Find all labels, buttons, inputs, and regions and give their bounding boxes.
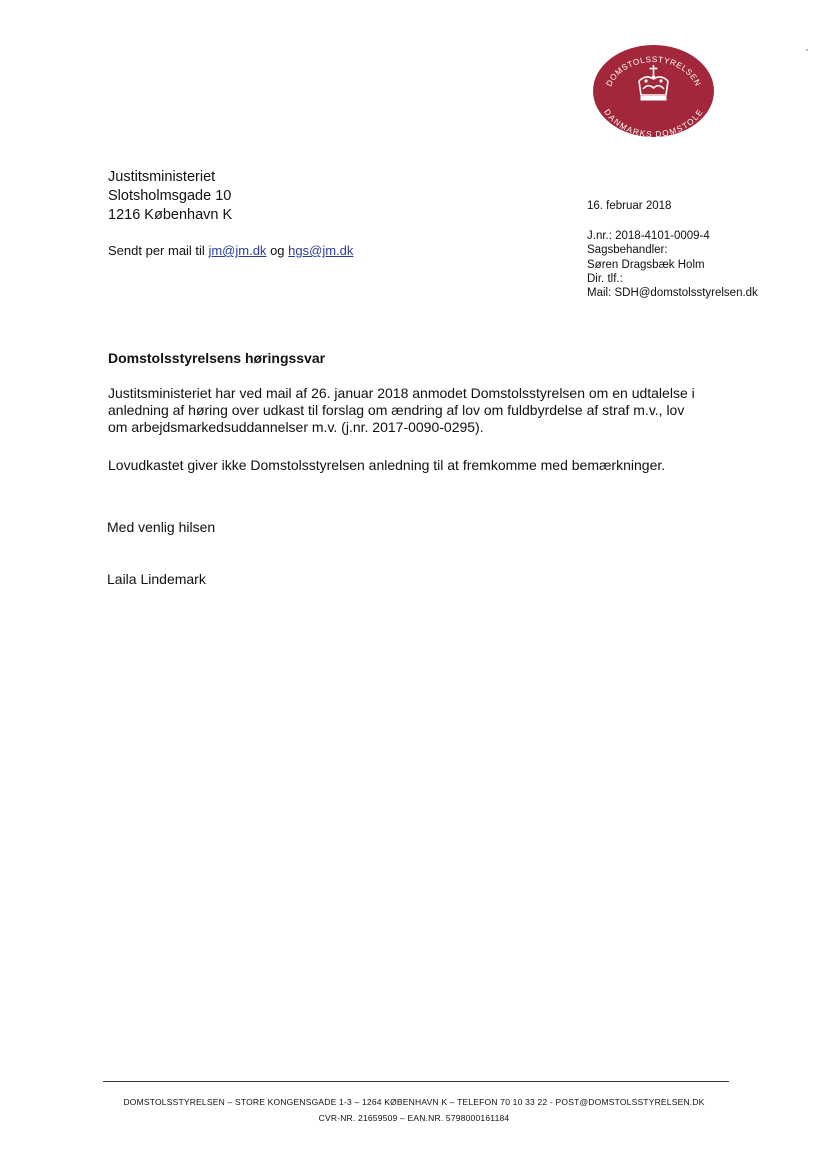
seal-top-text: DOMSTOLSSTYRELSEN [604, 54, 703, 88]
letter-subject: Domstolsstyrelsens høringssvar [108, 350, 326, 366]
body-paragraph-1-line: anledning af høring over udkast til forslag om ændring af lov om fuldbyrdelse af straf m.v., lov [108, 402, 685, 418]
seal-bottom-text: DANMARKS DOMSTOLE [602, 107, 705, 137]
domstolsstyrelsen-seal-logo [593, 45, 714, 137]
case-metadata [587, 229, 758, 300]
sent-connector: og [270, 243, 285, 258]
email-link-hgs[interactable]: hgs@jm.dk [288, 243, 354, 258]
footer-divider [103, 1081, 729, 1082]
body-paragraph-1 [108, 385, 743, 436]
signature-name: Laila Lindemark [107, 571, 206, 587]
case-handler-label: Sagsbehandler: [587, 244, 668, 257]
case-handler-name: Søren Dragsbæk Holm [587, 258, 705, 271]
sent-by-mail-line [108, 243, 353, 258]
recipient-city: 1216 København K [108, 207, 233, 223]
body-paragraph-2: Lovudkastet giver ikke Domstolsstyrelsen anledning til at fremkomme med bemærkninger. [108, 457, 666, 473]
recipient-street: Slotsholmsgade 10 [108, 188, 232, 204]
scan-speck [806, 49, 808, 51]
letter-date: 16. februar 2018 [587, 200, 672, 212]
email-link-jm[interactable]: jm@jm.dk [208, 243, 267, 258]
sent-prefix: Sendt per mail til [108, 243, 205, 258]
footer-registration: CVR-NR. 21659509 – EAN.NR. 5798000161184 [318, 1113, 510, 1123]
handler-email: Mail: SDH@domstolsstyrelsen.dk [587, 287, 758, 300]
direct-phone-label: Dir. tlf.: [587, 272, 623, 285]
recipient-name: Justitsministeriet [108, 169, 216, 185]
journal-number: J.nr.: 2018-4101-0009-4 [587, 230, 710, 242]
closing-greeting: Med venlig hilsen [107, 519, 216, 535]
recipient-address [108, 168, 232, 225]
footer-address: DOMSTOLSSTYRELSEN – STORE KONGENSGADE 1-3 – 1264 KØBENHAVN K – TELEFON 70 10 33 22 - POST@DOMSTOLSSTYRELSEN.DK [123, 1097, 705, 1107]
body-paragraph-1-line: Justitsministeriet har ved mail af 26. januar 2018 anmodet Domstolsstyrelsen om en udtalelse i [108, 385, 695, 401]
body-paragraph-1-line: om arbejdsmarkedsuddannelser m.v. (j.nr. 2017-0090-0295). [108, 419, 484, 435]
